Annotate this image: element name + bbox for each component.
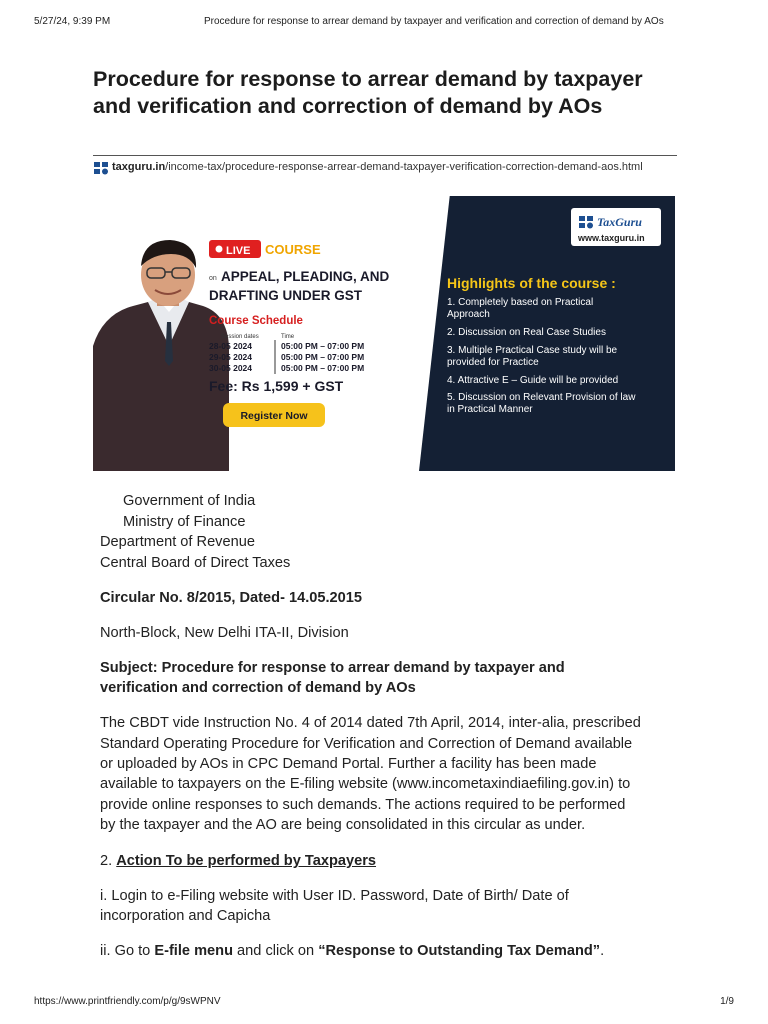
print-footer (34, 996, 734, 1010)
para1-line3: or uploaded by AOs in CPC Demand Portal. Further a facility has been made (100, 756, 597, 772)
schedule-title: Course Schedule (209, 315, 303, 327)
banner-title-line2: DRAFTING UNDER GST (209, 288, 362, 303)
step2-pre: ii. Go to (100, 943, 155, 959)
gov-line-india: Government of India (123, 493, 256, 509)
step2-response-link: “Response to Outstanding Tax Demand” (318, 943, 601, 959)
on-label: on (209, 275, 217, 282)
date-3: 30-05 2024 (209, 363, 253, 373)
article-title: Procedure for response to arrear demand by taxpayer and verification and correction of demand by AOs (93, 67, 643, 118)
taxguru-logo-url: www.taxguru.in (578, 233, 645, 243)
step2-end: . (600, 943, 605, 959)
source-path[interactable]: /income-tax/procedure-response-arrear-demand-taxpayer-verification-correction-demand-aos.html (165, 161, 643, 173)
step2-row (100, 941, 680, 961)
time-label: Time (281, 334, 295, 340)
section2-heading-row (100, 851, 680, 871)
taxguru-favicon-icon (93, 160, 109, 175)
para1-line4: available to taxpayers on the E-filing website (www.incometaxindiaefiling.gov.in) to (100, 776, 631, 792)
print-url[interactable]: https://www.printfriendly.com/p/g/9sWPNV (34, 996, 221, 1007)
print-page-title: Procedure for response to arrear demand by taxpayer and verification and correction of demand by AOs (204, 16, 664, 27)
time-2: 05:00 PM – 07:00 PM (281, 352, 365, 362)
page-number: 1/9 (720, 996, 734, 1007)
highlights-title: Highlights of the course : (447, 275, 616, 291)
para1-line5: provide online responses to such demands. The actions required to be performed (100, 797, 626, 813)
source-domain[interactable]: taxguru.in (112, 161, 166, 173)
highlight-4: 4. Attractive E – Guide will be provided (447, 375, 619, 386)
step1-line1: i. Login to e-Filing website with User ID. Password, Date of Birth/ Date of (100, 888, 569, 904)
register-now-label[interactable]: Register Now (240, 410, 308, 422)
live-label: LIVE (226, 245, 251, 257)
live-dot-icon (216, 246, 223, 253)
time-1: 05:00 PM – 07:00 PM (281, 341, 365, 351)
gov-line-ministry: Ministry of Finance (123, 514, 246, 530)
para1-line1: The CBDT vide Instruction No. 4 of 2014 dated 7th April, 2014, inter-alia, prescribed (100, 715, 641, 731)
section2-number: 2. (100, 853, 117, 869)
print-datetime: 5/27/24, 9:39 PM (34, 16, 111, 27)
banner-artwork (93, 196, 675, 471)
gov-line-cbdt: Central Board of Direct Taxes (100, 555, 291, 571)
date-2: 29-05 2024 (209, 352, 253, 362)
title-divider (93, 155, 677, 156)
taxguru-logo-icon (579, 216, 585, 221)
taxguru-logo-text: TaxGuru (597, 215, 642, 229)
step2-efile-menu: E-file menu (154, 943, 233, 959)
highlight-1: 1. Completely based on Practical Approach (447, 297, 594, 320)
step1-line2: incorporation and Capicha (100, 908, 271, 924)
date-1: 28-05 2024 (209, 341, 253, 351)
circular-number: Circular No. 8/2015, Dated- 14.05.2015 (100, 590, 363, 606)
banner-title-line1: APPEAL, PLEADING, AND (221, 269, 390, 284)
source-link[interactable] (93, 159, 643, 175)
circular-subject: Subject: Procedure for response to arrear demand by taxpayer and verification and correction of demand by AOs (100, 660, 565, 697)
session-dates-label: Session dates (221, 334, 259, 340)
para1-line6: by the taxpayer and the AO are being consolidated in this circular as under. (100, 817, 586, 833)
print-header (34, 16, 734, 30)
course-fee: Fee: Rs 1,599 + GST (209, 378, 344, 394)
course-banner[interactable] (93, 196, 675, 471)
circular-location: North-Block, New Delhi ITA-II, Division (100, 625, 349, 641)
course-label: COURSE (265, 242, 321, 257)
time-3: 05:00 PM – 07:00 PM (281, 363, 365, 373)
section2-heading: Action To be performed by Taxpayers (116, 853, 377, 869)
highlight-3: 3. Multiple Practical Case study will be provided for Practice (447, 345, 618, 368)
gov-line-department: Department of Revenue (100, 534, 255, 550)
highlight-5: 5. Discussion on Relevant Provision of law in Practical Manner (447, 392, 636, 415)
para1-line2: Standard Operating Procedure for Verification and Correction of Demand available (100, 736, 633, 752)
step2-mid: and click on (233, 943, 319, 959)
highlight-2: 2. Discussion on Real Case Studies (447, 327, 606, 338)
